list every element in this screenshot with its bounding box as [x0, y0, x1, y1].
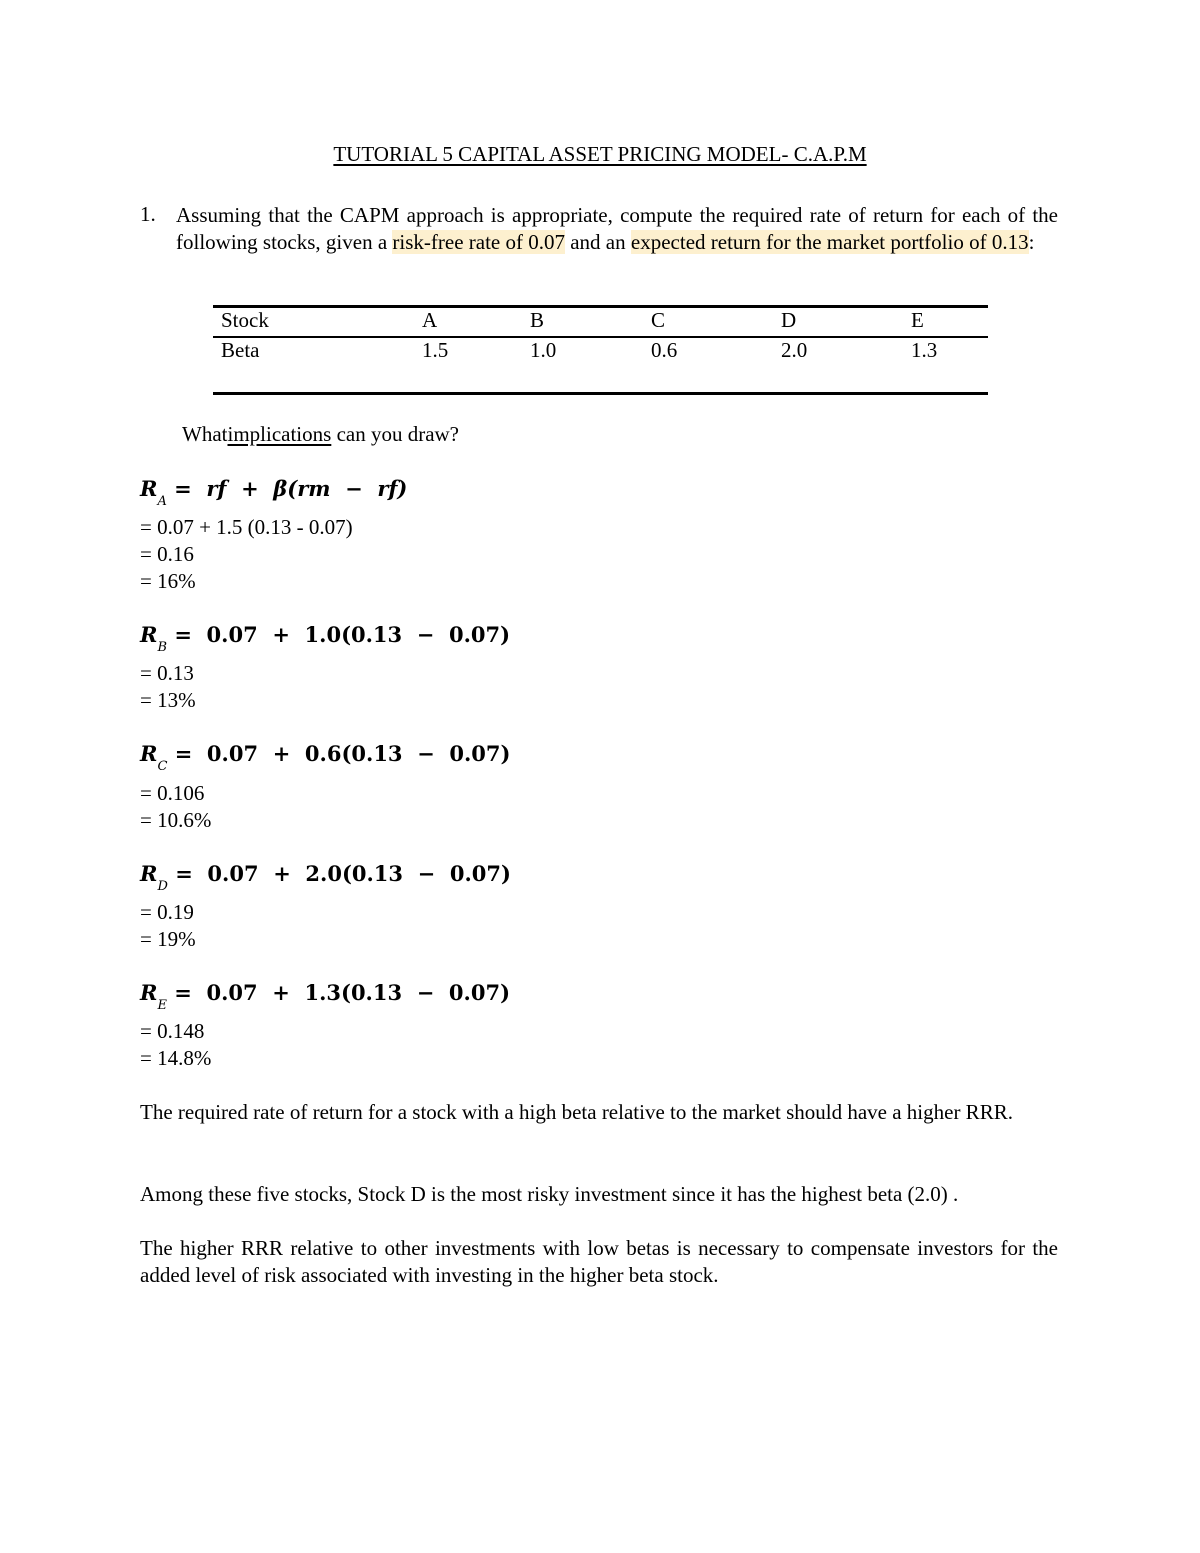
- table-cell: 2.0: [781, 338, 808, 362]
- formula-symbol: R: [140, 476, 158, 501]
- question-text-part3: :: [1028, 230, 1035, 254]
- table-spacer-row: [213, 366, 988, 394]
- formula-symbol: R: [140, 622, 158, 647]
- calc-line: = 0.19: [140, 900, 194, 924]
- implications-underlined: implications: [227, 422, 332, 446]
- calc-line: = 0.106: [140, 781, 205, 805]
- table-cell: 1.0: [530, 338, 557, 362]
- question-number: 1.: [140, 202, 156, 226]
- calc-line: = 0.148: [140, 1019, 205, 1043]
- formula-body: = 0.07 + 1.0(0.13 − 0.07): [167, 622, 511, 647]
- formula-symbol: R: [140, 861, 158, 886]
- formula-rd: [140, 861, 511, 895]
- conclusion-paragraph: Among these five stocks, Stock D is the most risky investment since it has the highest beta (2.0) .: [140, 1182, 959, 1206]
- beta-table: [213, 305, 988, 395]
- calc-line: = 0.13: [140, 661, 194, 685]
- formula-rc-steps: [140, 780, 211, 834]
- implications-question: [182, 422, 459, 447]
- formula-subscript: E: [157, 998, 167, 1014]
- highlight-market-return: expected return for the market portfolio of 0.13: [630, 230, 1029, 254]
- table-cell: 1.3: [911, 338, 938, 362]
- formula-rc: [140, 741, 511, 775]
- formula-symbol: R: [140, 980, 158, 1005]
- table-header-cell: B: [530, 308, 545, 332]
- conclusion-paragraph: The higher RRR relative to other investments with low betas is necessary to compensate investors for the added level of risk associated with investing in the higher beta stock.: [140, 1236, 1058, 1287]
- formula-rb: [140, 622, 511, 656]
- calc-line: = 0.16: [140, 542, 194, 566]
- formula-body: = 0.07 + 2.0(0.13 − 0.07): [167, 861, 511, 886]
- formula-subscript: B: [157, 640, 168, 656]
- calc-line: = 16%: [140, 569, 196, 593]
- formula-rd-steps: [140, 899, 196, 953]
- question-text: [176, 202, 1058, 256]
- formula-symbol: R: [140, 741, 158, 766]
- formula-subscript: D: [157, 879, 168, 895]
- question-text-part1: Assuming that the CAPM approach is appropriate, compute the required rate of return for each of the following stocks, given a: [176, 203, 1058, 254]
- calc-line: = 10.6%: [140, 808, 212, 832]
- question-text-part2: and an: [564, 230, 631, 254]
- calc-line: = 13%: [140, 688, 196, 712]
- highlight-risk-free-rate: risk-free rate of 0.07: [392, 230, 565, 254]
- table-header-row: [213, 307, 988, 338]
- table-cell: Beta: [221, 338, 260, 362]
- calc-line: = 14.8%: [140, 1046, 212, 1070]
- conclusion-paragraph: The required rate of return for a stock with a high beta relative to the market should have a higher RRR.: [140, 1100, 1013, 1124]
- formula-re-steps: [140, 1018, 211, 1072]
- table-header-cell: A: [422, 308, 438, 332]
- formula-subscript: A: [157, 494, 167, 510]
- implications-prefix: What: [182, 422, 228, 446]
- formula-rb-steps: [140, 660, 196, 714]
- page-title: TUTORIAL 5 CAPITAL ASSET PRICING MODEL- C.A.P.M: [333, 142, 867, 166]
- table-row: [213, 337, 988, 366]
- table-header-cell: D: [781, 308, 797, 332]
- calc-line: = 0.07 + 1.5 (0.13 - 0.07): [140, 515, 353, 539]
- table-header-cell: E: [911, 308, 924, 332]
- formula-subscript: C: [157, 759, 168, 775]
- table-cell: 0.6: [651, 338, 678, 362]
- formula-re: [140, 980, 511, 1014]
- implications-suffix: can you draw?: [331, 422, 460, 446]
- table-header-cell: C: [651, 308, 666, 332]
- table-cell: 1.5: [422, 338, 449, 362]
- formula-ra: [140, 476, 408, 510]
- formula-body: = 0.07 + 1.3(0.13 − 0.07): [166, 980, 511, 1005]
- formula-body: = 0.07 + 0.6(0.13 − 0.07): [167, 741, 511, 766]
- formula-ra-steps: [140, 514, 353, 595]
- formula-body: = rf + β(rm − rf): [166, 476, 408, 501]
- table-header-cell: Stock: [221, 308, 269, 332]
- calc-line: = 19%: [140, 927, 196, 951]
